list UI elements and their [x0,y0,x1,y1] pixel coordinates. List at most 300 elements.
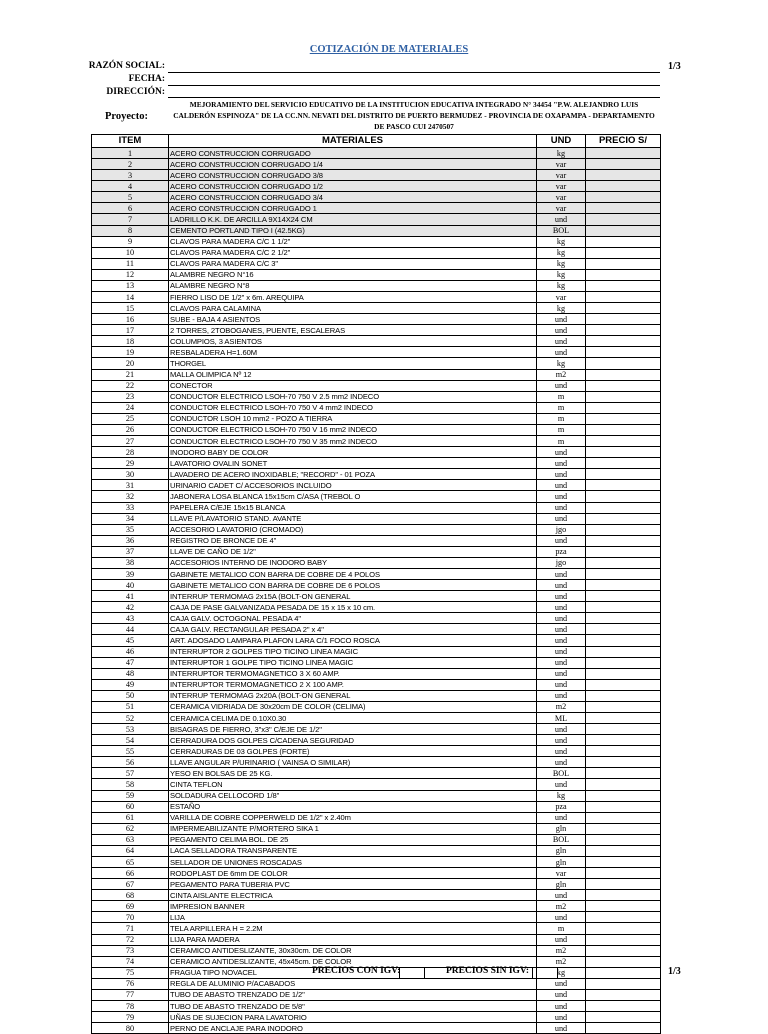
material-name: CONDUCTOR ELECTRICO LSOH-70 750 V 35 mm2 INDECO [169,436,537,447]
material-name: COLUMPIOS, 3 ASIENTOS [169,336,537,347]
material-name: PEGAMENTO CELIMA BOL. DE 25 [169,834,537,845]
price-cell[interactable] [586,535,661,546]
item-number: 29 [92,458,169,469]
unit: und [537,336,586,347]
unit: jgo [537,557,586,568]
price-cell[interactable] [586,170,661,181]
table-row [92,347,661,358]
price-cell[interactable] [586,624,661,635]
price-cell[interactable] [586,436,661,447]
material-name: LIJA [169,912,537,923]
unit: gln [537,845,586,856]
table-row [92,546,661,557]
item-number: 8 [92,225,169,236]
item-number: 39 [92,568,169,579]
table-row [92,934,661,945]
price-cell[interactable] [586,613,661,624]
table-row [92,746,661,757]
item-number: 14 [92,292,169,303]
table-row [92,513,661,524]
unit: BOL [537,768,586,779]
price-cell[interactable] [586,314,661,325]
price-cell[interactable] [586,890,661,901]
price-cell[interactable] [586,380,661,391]
price-cell[interactable] [586,258,661,269]
table-row [92,635,661,646]
item-number: 65 [92,857,169,868]
price-cell[interactable] [586,1023,661,1034]
unit: und [537,314,586,325]
material-name: CAJA DE PASE GALVANIZADA PESADA DE 15 x 15 x 10 cm. [169,602,537,613]
table-row [92,823,661,834]
table-row [92,502,661,513]
precios-sin-igv-label: PRECIOS SIN IGV: [446,966,530,976]
item-number: 74 [92,956,169,967]
item-number: 59 [92,790,169,801]
item-number: 69 [92,901,169,912]
table-row [92,668,661,679]
price-cell[interactable] [586,557,661,568]
material-name: SELLADOR DE UNIONES ROSCADAS [169,857,537,868]
unit: m [537,402,586,413]
price-cell[interactable] [586,724,661,735]
material-name: CLAVOS PARA CALAMINA [169,303,537,314]
item-number: 43 [92,613,169,624]
item-number: 4 [92,181,169,192]
table-row [92,269,661,280]
table-row [92,436,661,447]
table-row [92,879,661,890]
material-name: PAPELERA C/EJE 15x15 BLANCA [169,502,537,513]
direccion-line [168,97,660,98]
price-cell[interactable] [586,546,661,557]
unit: var [537,159,586,170]
unit: und [537,580,586,591]
price-cell[interactable] [586,236,661,247]
material-name: LLAVE DE CAÑO DE 1/2" [169,546,537,557]
unit: BOL [537,834,586,845]
item-number: 21 [92,369,169,380]
fecha-label: FECHA: [128,74,165,84]
table-row [92,591,661,602]
table-row [92,701,661,712]
price-cell[interactable] [586,347,661,358]
price-cell[interactable] [586,424,661,435]
item-number: 32 [92,491,169,502]
material-name: INTERRUPTOR TERMOMAGNETICO 3 X 60 AMP. [169,668,537,679]
table-row [92,845,661,856]
unit: kg [537,280,586,291]
material-name: CERRADURA DOS GOLPES C/CADENA SEGURIDAD [169,735,537,746]
razon-social-label: RAZÓN SOCIAL: [88,61,165,71]
item-number: 42 [92,602,169,613]
price-cell[interactable] [586,868,661,879]
unit: und [537,568,586,579]
price-cell[interactable] [586,679,661,690]
item-number: 67 [92,879,169,890]
unit: var [537,170,586,181]
unit: m [537,413,586,424]
table-row [92,812,661,823]
price-cell[interactable] [586,812,661,823]
material-name: ALAMBRE NEGRO N°16 [169,269,537,280]
material-name: ACERO CONSTRUCCION CORRUGADO 1 [169,203,537,214]
item-number: 75 [92,967,169,978]
price-cell[interactable] [586,690,661,701]
unit: und [537,591,586,602]
price-cell[interactable] [586,480,661,491]
material-name: CEMENTO PORTLAND TIPO I (42.5KG) [169,225,537,236]
unit: kg [537,303,586,314]
unit: und [537,214,586,225]
table-row [92,1001,661,1012]
table-row [92,369,661,380]
price-cell[interactable] [586,668,661,679]
material-name: GABINETE METALICO CON BARRA DE COBRE DE 4 POLOS [169,568,537,579]
unit: und [537,624,586,635]
unit: und [537,668,586,679]
price-cell[interactable] [586,602,661,613]
price-cell[interactable] [586,181,661,192]
item-number: 5 [92,192,169,203]
item-number: 41 [92,591,169,602]
item-number: 13 [92,280,169,291]
table-row [92,391,661,402]
table-row [92,402,661,413]
unit: und [537,746,586,757]
price-cell[interactable] [586,292,661,303]
item-number: 27 [92,436,169,447]
material-name: TUBO DE ABASTO TRENZADO DE 5/8" [169,1001,537,1012]
material-name: LIJA PARA MADERA [169,934,537,945]
price-cell[interactable] [586,701,661,712]
table-row [92,580,661,591]
unit: und [537,735,586,746]
unit: und [537,535,586,546]
table-row [92,757,661,768]
item-number: 61 [92,812,169,823]
unit: var [537,868,586,879]
table-row [92,447,661,458]
project-description: MEJORAMIENTO DEL SERVICIO EDUCATIVO DE LA INSTITUCION EDUCATIVA INTEGRADO N° 34454 "P.W. ALEJANDRO LUIS CALDERÓN ESPINOZA" DE LA CC.NN. NEVATI DEL DISTRITO DE PUERTO BERMUDEZ - PROVINCIA DE OXAPAMPA - DEPARTAMENTO DE PASCO CUI 2470507 [173,100,655,131]
table-header-row [92,135,661,148]
price-cell[interactable] [586,502,661,513]
table-row [92,247,661,258]
price-cell[interactable] [586,303,661,314]
table-row [92,901,661,912]
price-cell[interactable] [586,336,661,347]
item-number: 28 [92,447,169,458]
table-row [92,380,661,391]
unit: var [537,192,586,203]
price-cell[interactable] [586,580,661,591]
material-name: 2 TORRES, 2TOBOGANES, PUENTE, ESCALERAS [169,325,537,336]
table-row [92,978,661,989]
material-name: CONDUCTOR ELECTRICO LSOH-70 750 V 2.5 mm2 INDECO [169,391,537,402]
unit: kg [537,236,586,247]
table-row [92,890,661,901]
material-name: INTERRUP TERMOMAG 2x15A (BOLT-ON GENERAL [169,591,537,602]
precios-con-igv-box[interactable] [399,967,425,979]
proyecto-label: Proyecto: [105,111,148,122]
table-row [92,258,661,269]
precios-con-igv-label: PRECIOS CON IGV: [312,966,401,976]
material-name: UÑAS DE SUJECION PARA LAVATORIO [169,1012,537,1023]
table-row [92,624,661,635]
unit: var [537,292,586,303]
item-number: 47 [92,657,169,668]
header-materiales: MATERIALES [169,135,537,148]
material-name: LAVATORIO OVALIN SONET [169,458,537,469]
price-cell[interactable] [586,967,661,978]
material-name: TUBO DE ABASTO TRENZADO DE 1/2" [169,989,537,1000]
price-cell[interactable] [586,945,661,956]
table-row [92,945,661,956]
price-cell[interactable] [586,657,661,668]
material-name: LAVADERO DE ACERO INOXIDABLE; "RECORD" - 01 POZA [169,469,537,480]
price-cell[interactable] [586,225,661,236]
unit: und [537,1012,586,1023]
table-row [92,236,661,247]
table-row [92,568,661,579]
page-number-top: 1/3 [668,61,681,72]
price-cell[interactable] [586,458,661,469]
unit: kg [537,258,586,269]
unit: und [537,890,586,901]
item-number: 63 [92,834,169,845]
price-cell[interactable] [586,402,661,413]
table-row [92,491,661,502]
table-row [92,192,661,203]
table-row [92,557,661,568]
price-cell[interactable] [586,280,661,291]
unit: m2 [537,901,586,912]
unit: m2 [537,701,586,712]
price-cell[interactable] [586,568,661,579]
price-cell[interactable] [586,857,661,868]
price-cell[interactable] [586,159,661,170]
material-name: ACCESORIOS INTERNO DE INODORO BABY [169,557,537,568]
table-row [92,292,661,303]
material-name: IMPERMEABILIZANTE P/MORTERO SIKA 1 [169,823,537,834]
item-number: 62 [92,823,169,834]
item-number: 68 [92,890,169,901]
table-row [92,735,661,746]
item-number: 66 [92,868,169,879]
price-cell[interactable] [586,757,661,768]
item-number: 9 [92,236,169,247]
item-number: 35 [92,524,169,535]
material-name: ACERO CONSTRUCCION CORRUGADO 3/8 [169,170,537,181]
price-cell[interactable] [586,768,661,779]
material-name: FIERRO LISO DE 1/2" x 6m. AREQUIPA [169,292,537,303]
unit: und [537,934,586,945]
price-cell[interactable] [586,712,661,723]
unit: und [537,602,586,613]
item-number: 18 [92,336,169,347]
table-row [92,535,661,546]
table-row [92,303,661,314]
price-cell[interactable] [586,524,661,535]
material-name: GABINETE METALICO CON BARRA DE COBRE DE 6 POLOS [169,580,537,591]
price-cell[interactable] [586,879,661,890]
material-name: VARILLA DE COBRE COPPERWELD DE 1/2" x 2.40m [169,812,537,823]
item-number: 60 [92,801,169,812]
price-cell[interactable] [586,923,661,934]
material-name: CAJA GALV. RECTANGULAR PESADA 2" x 4" [169,624,537,635]
price-cell[interactable] [586,989,661,1000]
item-number: 57 [92,768,169,779]
fecha-line [168,85,660,86]
table-row [92,203,661,214]
item-number: 25 [92,413,169,424]
price-cell[interactable] [586,513,661,524]
material-name: ALAMBRE NEGRO N°8 [169,280,537,291]
unit: und [537,502,586,513]
item-number: 73 [92,945,169,956]
price-cell[interactable] [586,823,661,834]
table-row [92,159,661,170]
table-row [92,148,661,159]
item-number: 80 [92,1023,169,1034]
price-cell[interactable] [586,391,661,402]
table-row [92,724,661,735]
material-name: CINTA TEFLON [169,779,537,790]
price-cell[interactable] [586,203,661,214]
unit: und [537,690,586,701]
item-number: 79 [92,1012,169,1023]
table-row [92,679,661,690]
unit: und [537,912,586,923]
unit: und [537,679,586,690]
price-cell[interactable] [586,779,661,790]
price-cell[interactable] [586,801,661,812]
item-number: 64 [92,845,169,856]
material-name: CAJA GALV. OCTOGONAL PESADA 4" [169,613,537,624]
price-cell[interactable] [586,358,661,369]
price-cell[interactable] [586,934,661,945]
price-cell[interactable] [586,746,661,757]
unit: m [537,436,586,447]
price-cell[interactable] [586,413,661,424]
material-name: TELA ARPILLERA H = 2.2M [169,923,537,934]
table-row [92,989,661,1000]
unit: kg [537,148,586,159]
price-cell[interactable] [586,469,661,480]
price-cell[interactable] [586,845,661,856]
unit: m2 [537,956,586,967]
item-number: 36 [92,535,169,546]
item-number: 23 [92,391,169,402]
material-name: INTERRUP TERMOMAG 2x20A (BOLT-ON GENERAL [169,690,537,701]
table-row [92,602,661,613]
razon-social-line [168,72,660,73]
price-cell[interactable] [586,635,661,646]
unit: und [537,513,586,524]
page-number-bottom: 1/3 [668,966,681,977]
table-row [92,613,661,624]
material-name: ACCESORIO LAVATORIO (CROMADO) [169,524,537,535]
table-row [92,690,661,701]
price-cell[interactable] [586,1012,661,1023]
table-row [92,790,661,801]
price-cell[interactable] [586,1001,661,1012]
material-name: INTERRUPTOR 1 GOLPE TIPO TICINO LINEA MAGIC [169,657,537,668]
unit: und [537,458,586,469]
item-number: 3 [92,170,169,181]
material-name: ACERO CONSTRUCCION CORRUGADO 1/2 [169,181,537,192]
price-cell[interactable] [586,978,661,989]
material-name: SUBE - BAJA 4 ASIENTOS [169,314,537,325]
unit: und [537,491,586,502]
materials-table [91,134,661,1034]
unit: und [537,380,586,391]
item-number: 78 [92,1001,169,1012]
price-cell[interactable] [586,901,661,912]
material-name: CLAVOS PARA MADERA C/C 1 1/2" [169,236,537,247]
item-number: 33 [92,502,169,513]
precios-sin-igv-box[interactable] [532,967,558,979]
material-name: URINARIO CADET C/ ACCESORIOS INCLUIDO [169,480,537,491]
table-row [92,424,661,435]
material-name: ACERO CONSTRUCCION CORRUGADO 3/4 [169,192,537,203]
price-cell[interactable] [586,192,661,203]
unit: und [537,989,586,1000]
material-name: CINTA AISLANTE ELECTRICA [169,890,537,901]
item-number: 12 [92,269,169,280]
material-name: RESBALADERA H=1.60M [169,347,537,358]
price-cell[interactable] [586,369,661,380]
table-row [92,181,661,192]
header-item: ITEM [92,135,169,148]
unit: jgo [537,524,586,535]
material-name: BISAGRAS DE FIERRO, 3"x3" C/EJE DE 1/2" [169,724,537,735]
price-cell[interactable] [586,646,661,657]
price-cell[interactable] [586,148,661,159]
table-row [92,646,661,657]
price-cell[interactable] [586,325,661,336]
price-cell[interactable] [586,956,661,967]
unit: und [537,646,586,657]
price-cell[interactable] [586,491,661,502]
item-number: 26 [92,424,169,435]
unit: und [537,447,586,458]
price-cell[interactable] [586,834,661,845]
table-row [92,524,661,535]
material-name: INTERRUPTOR TERMOMAGNETICO 2 X 100 AMP. [169,679,537,690]
unit: kg [537,269,586,280]
table-row [92,480,661,491]
price-cell[interactable] [586,214,661,225]
price-cell[interactable] [586,447,661,458]
item-number: 70 [92,912,169,923]
price-cell[interactable] [586,269,661,280]
price-cell[interactable] [586,912,661,923]
item-number: 15 [92,303,169,314]
material-name: RODOPLAST DE 6mm DE COLOR [169,868,537,879]
price-cell[interactable] [586,735,661,746]
item-number: 49 [92,679,169,690]
unit: m2 [537,369,586,380]
price-cell[interactable] [586,591,661,602]
price-cell[interactable] [586,790,661,801]
material-name: LACA SELLADORA TRANSPARENTE [169,845,537,856]
price-cell[interactable] [586,247,661,258]
table-row [92,768,661,779]
material-name: LADRILLO K.K. DE ARCILLA 9X14X24 CM [169,214,537,225]
item-number: 2 [92,159,169,170]
table-row [92,358,661,369]
